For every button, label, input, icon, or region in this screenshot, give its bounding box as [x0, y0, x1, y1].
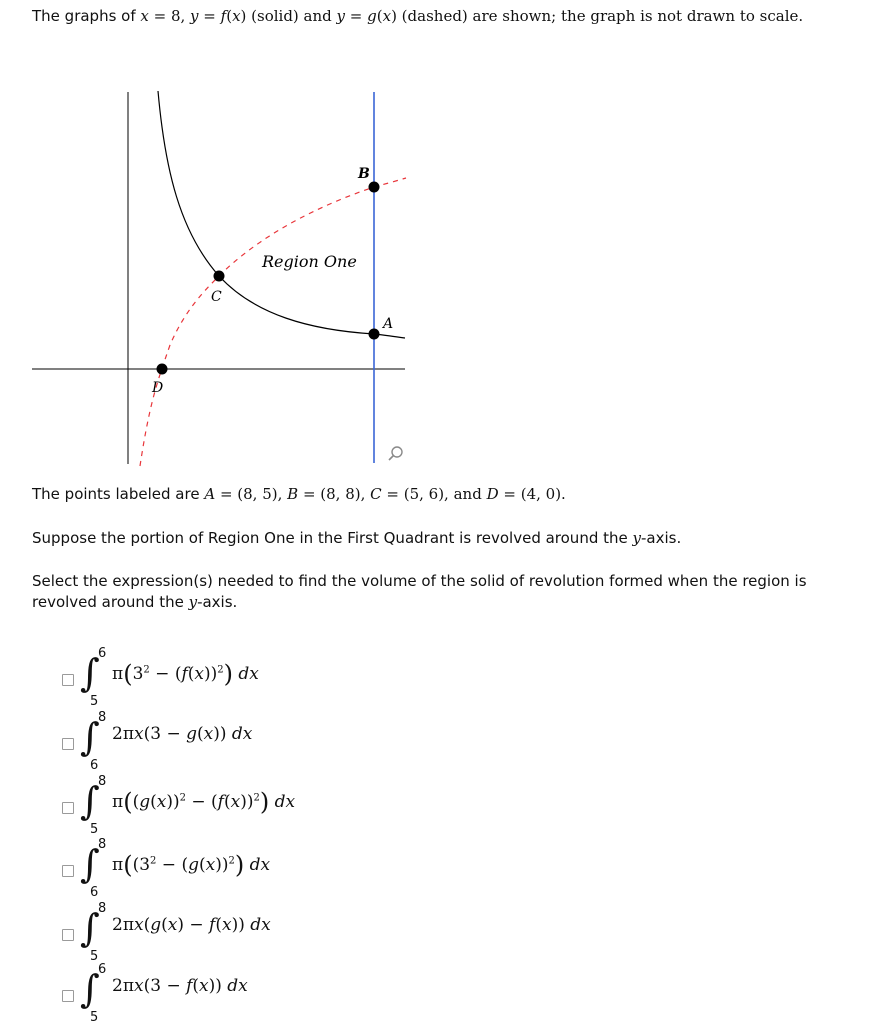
lower-limit: 5 [90, 949, 99, 964]
point-b [369, 182, 380, 193]
upper-limit: 6 [98, 646, 107, 661]
upper-limit: 8 [98, 837, 107, 852]
point-c [214, 271, 225, 282]
integrand-expression: 2πx(3 − g(x)) dx [112, 724, 253, 744]
integral-sign: ∫ [80, 651, 100, 695]
curve-f-solid [158, 91, 405, 338]
magnifier-icon[interactable] [389, 447, 402, 460]
graph-figure [0, 80, 440, 470]
label-b: B [358, 166, 370, 182]
lower-limit: 6 [90, 758, 99, 773]
integrand-expression: $\pi(3^2 - (f(x))^2)$ dx [112, 660, 259, 688]
option-checkbox-4[interactable] [62, 865, 74, 877]
select-instruction-line2: revolved around the y-axis. [32, 593, 238, 611]
upper-limit: 8 [98, 774, 107, 789]
option-checkbox-5[interactable] [62, 929, 74, 941]
points-statement: The points labeled are A = (8, 5), B = (8, 8), C = (5, 6), and D = (4, 0). [32, 485, 566, 503]
lower-limit: 5 [90, 694, 99, 709]
curve-g-dashed [140, 178, 406, 466]
integrand-expression: $\pi((g(x))^2 - (f(x))^2)$ dx [112, 788, 296, 816]
lower-limit: 5 [90, 822, 99, 837]
integral-sign: ∫ [80, 967, 100, 1011]
label-d: D [152, 380, 164, 396]
option-checkbox-6[interactable] [62, 990, 74, 1002]
upper-limit: 8 [98, 901, 107, 916]
point-a [369, 329, 380, 340]
integrand-expression: 2πx(g(x) − f(x)) dx [112, 915, 271, 935]
integrand-expression: $\pi((3^2 - (g(x))^2)$ dx [112, 851, 271, 879]
suppose-statement: Suppose the portion of Region One in the First Quadrant is revolved around the y-axis. [32, 529, 682, 547]
option-checkbox-1[interactable] [62, 674, 74, 686]
upper-limit: 6 [98, 962, 107, 977]
lower-limit: 5 [90, 1010, 99, 1025]
lower-limit: 6 [90, 885, 99, 900]
option-checkbox-3[interactable] [62, 802, 74, 814]
select-instruction-line1: Select the expression(s) needed to find the volume of the solid of revolution formed when the region is [32, 572, 807, 590]
question-intro: The graphs of x = 8, y = f(x) (solid) and y = g(x) (dashed) are shown; the graph is not drawn to scale. [32, 7, 804, 25]
integral-sign: ∫ [80, 842, 100, 886]
integral-sign: ∫ [80, 779, 100, 823]
upper-limit: 8 [98, 710, 107, 725]
integrand-expression: 2πx(3 − f(x)) dx [112, 976, 248, 996]
point-d [157, 364, 168, 375]
label-a: A [383, 316, 394, 332]
label-region-one: Region One [262, 252, 357, 271]
integral-sign: ∫ [80, 715, 100, 759]
label-c: C [211, 289, 222, 305]
integral-sign: ∫ [80, 906, 100, 950]
option-checkbox-2[interactable] [62, 738, 74, 750]
